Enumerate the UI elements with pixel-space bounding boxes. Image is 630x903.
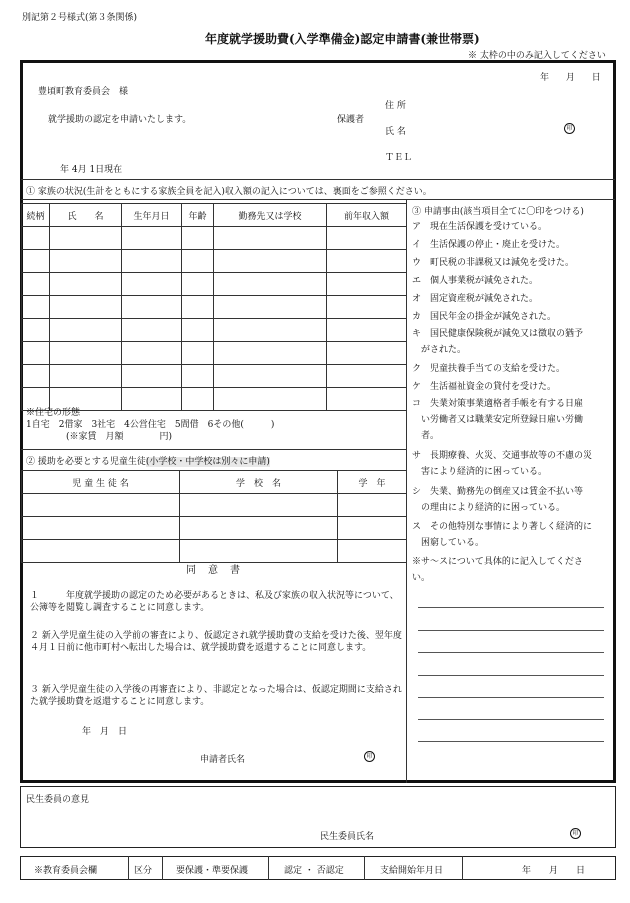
application-date[interactable]: 年 月 日 [540,73,601,83]
reason-note: い。 [412,573,431,583]
table-row[interactable] [22,494,407,517]
col-income: 前年収入額 [327,204,407,227]
table-row[interactable] [22,250,407,273]
approval-status[interactable]: 認定 ・ 否認定 [284,866,344,876]
students-table [21,470,407,563]
col-age: 年齢 [182,204,214,227]
commissioner-label: 民生委員の意見 [26,795,90,805]
addressee: 豊頃町教育委員会 様 [38,87,129,97]
reason-item: 者。 [412,431,440,441]
table-row[interactable] [22,517,407,540]
form-title: 年度就学援助費(入学準備金)認定申請書(兼世帯票) [205,32,480,46]
table-row[interactable] [22,319,407,342]
table-row[interactable] [22,273,407,296]
reason-detail-line[interactable] [418,675,604,676]
form-number: 別記第２号様式(第３条関係) [22,13,138,23]
seal-icon: 印 [364,751,375,762]
reason-item[interactable]: イ 生活保護の停止・廃止を受けた。 [412,240,566,250]
reason-item[interactable]: カ 国民年金の掛金が減免された。 [412,312,557,322]
category-label: 区分 [134,866,153,876]
table-row[interactable] [22,365,407,388]
table-row[interactable] [22,227,407,250]
reason-item[interactable]: シ 失業、勤務先の倒産又は賃金不払い等 [412,487,584,497]
table-row[interactable] [22,342,407,365]
reason-item[interactable]: コ 失業対策事業適格者手帳を有する日雇 [412,399,584,409]
students-heading: ② 援助を必要とする児童生徒(小学校・中学校は別々に申請) [26,457,270,467]
reason-item: の理由により経済的に困っている。 [412,503,566,513]
reason-item[interactable]: ク 児童扶養手当ての支給を受けた。 [412,364,566,374]
reason-item[interactable]: ケ 生活福祉資金の貸付を受けた。 [412,382,557,392]
col-school: 学 校 名 [180,471,338,494]
col-student-name: 児 童 生 徒 名 [22,471,180,494]
reason-item[interactable]: ウ 町民税の非課税又は減免を受けた。 [412,258,575,268]
reason-item: 害により経済的に困っている。 [412,467,548,477]
reason-item[interactable]: キ 国民健康保険税が減免又は徴収の猶予 [412,329,584,339]
reason-item[interactable]: サ 長期療養、火災、交通事故等の不慮の災 [412,451,593,461]
reason-note: ※サ～スについて具体的に記入してくださ [412,557,583,567]
reason-item: がされた。 [412,345,467,355]
housing-rent[interactable]: (※家賃 月額 円) [66,432,173,442]
address-label: 住 所 [385,101,406,111]
reason-detail-line[interactable] [418,607,604,608]
consent-paragraph-3: ３ 新入学児童生徒の入学後の再審査により、非認定となった場合は、仮認定期間に支給された就学援助費を返還することに同意します。 [30,685,402,707]
housing-options[interactable]: 1自宅 2借家 3社宅 4公営住宅 5間借 6その他( ) [26,420,275,430]
reason-detail-line[interactable] [418,741,604,742]
as-of-date: 年 4月 1日現在 [60,165,123,175]
col-birthdate: 生年月日 [122,204,182,227]
col-name: 氏 名 [50,204,122,227]
reason-detail-line[interactable] [418,697,604,698]
start-date-label: 支給開始年月日 [380,866,444,876]
fill-note: ※ 太枠の中のみ記入してください [468,51,606,61]
family-heading: ① 家族の状況(生計をともにする家族全員を記入)収入額の記入については、裏面をご参照ください。 [26,187,432,197]
table-row[interactable] [22,540,407,563]
consent-date[interactable]: 年 月 日 [82,727,128,737]
col-relation: 続柄 [22,204,50,227]
reason-detail-line[interactable] [418,630,604,631]
reason-item: 困窮している。 [412,538,485,548]
consent-paragraph-2: ２ 新入学児童生徒の入学前の審査により、仮認定され就学援助費の支給を受けた後、翌年度４月１日前に他市町村へ転出した場合は、就学援助費を返還することに同意します。 [30,631,402,653]
housing-title: ※住宅の形態 [26,408,81,418]
reason-item[interactable]: ス その他特別な事情により著しく経済的に [412,522,593,532]
reason-item[interactable]: エ 個人事業税が減免された。 [412,276,539,286]
col-workplace: 勤務先又は学校 [214,204,327,227]
commissioner-box[interactable] [20,786,616,848]
tel-label: ＴＥＬ [385,153,413,163]
family-table [21,203,407,411]
reasons-heading: ③ 申請事由(該当項目全てに〇印をつける) [412,207,584,217]
reason-detail-line[interactable] [418,652,604,653]
protection-type[interactable]: 要保護・準要保護 [176,866,249,876]
seal-icon: 印 [564,123,575,134]
request-text: 就学援助の認定を申請いたします。 [48,115,192,125]
name-label: 氏 名 [385,127,406,137]
col-grade: 学 年 [338,471,407,494]
consent-title: 同 意 書 [186,565,241,576]
reason-item: い労働者又は職業安定所登録日雇い労働 [412,415,584,425]
consent-paragraph-1: １ 年度就学援助の認定のため必要があるときは、私及び家族の収入状況等について、公簿等を閲覧し調査することに同意します。 [30,591,399,613]
start-date-value[interactable]: 年 月 日 [522,866,586,876]
guardian-label: 保護者 [337,115,365,125]
reason-item[interactable]: オ 固定資産税が減免された。 [412,294,539,304]
commissioner-name-label: 民生委員氏名 [320,832,375,842]
reason-item[interactable]: ア 現在生活保護を受けている。 [412,222,548,232]
reason-detail-line[interactable] [418,719,604,720]
seal-icon: 印 [570,828,581,839]
table-row[interactable] [22,296,407,319]
signer-label: 申請者氏名 [200,755,246,765]
board-label: ※教育委員会欄 [34,866,98,876]
